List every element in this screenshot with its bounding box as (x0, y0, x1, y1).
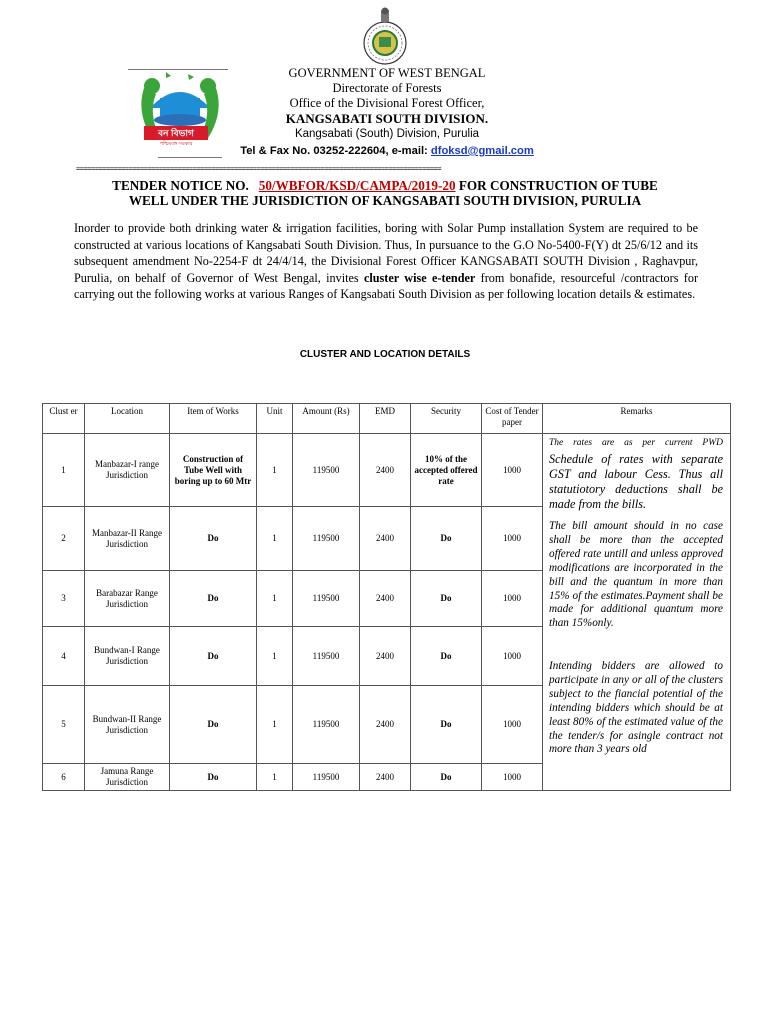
cell-cost: 1000 (482, 764, 543, 791)
cell-emd: 2400 (360, 434, 411, 507)
remarks-rates-line: The rates are as per current PWD (549, 438, 723, 448)
cell-location: Barabazar Range Jurisdiction (85, 571, 170, 627)
tender-suffix: FOR CONSTRUCTION OF TUBE (455, 178, 658, 193)
header-cost: Cost of Tender paper (482, 404, 543, 434)
header-division: KANGSABATI SOUTH DIVISION. (285, 111, 489, 126)
cell-emd: 2400 (360, 507, 411, 571)
tender-title-line2: WELL UNDER THE JURISDICTION OF KANGSABATI SOUTH DIVISION, PURULIA (128, 193, 642, 208)
separator-line: ================================================================================================= (76, 165, 442, 173)
remarks-bill-amount: The bill amount should in no case shall be more than the accepted offered rate untill and unless approved modifications are incorporated in the bill and the quantum in more than 15% of the estimates.Payment shall be made for additional quantum more than 15%only. (549, 520, 723, 630)
tender-number: 50/WBFOR/KSD/CAMPA/2019-20 (258, 178, 456, 193)
cell-unit: 1 (257, 627, 293, 686)
cell-cost: 1000 (482, 686, 543, 764)
cell-unit: 1 (257, 686, 293, 764)
header-contact (0, 145, 770, 157)
cell-unit: 1 (257, 764, 293, 791)
cell-emd: 2400 (360, 686, 411, 764)
cell-item: Do (170, 571, 257, 627)
cell-security: Do (411, 627, 482, 686)
cell-amount: 119500 (293, 507, 360, 571)
cell-unit: 1 (257, 507, 293, 571)
cell-cost: 1000 (482, 507, 543, 571)
cell-item: Construction of Tube Well with boring up to 60 Mtr (170, 434, 257, 507)
cell-security: Do (411, 764, 482, 791)
cell-location: Bundwan-I Range Jurisdiction (85, 627, 170, 686)
tender-title-line1 (60, 178, 710, 193)
cluster-title: CLUSTER AND LOCATION DETAILS (299, 349, 471, 360)
cell-cluster: 2 (43, 507, 85, 571)
cell-location: Bundwan-II Range Jurisdiction (85, 686, 170, 764)
cell-cost: 1000 (482, 571, 543, 627)
cell-cluster: 3 (43, 571, 85, 627)
cell-location: Jamuna Range Jurisdiction (85, 764, 170, 791)
cell-item: Do (170, 627, 257, 686)
cell-cluster: 5 (43, 686, 85, 764)
cell-item: Do (170, 686, 257, 764)
cell-amount: 119500 (293, 764, 360, 791)
cell-emd: 2400 (360, 627, 411, 686)
header-directorate: Directorate of Forests (332, 81, 442, 95)
remarks-intending-bidders: Intending bidders are allowed to participate in any or all of the clusters subject to the fiancial potential of the intending bidders which should be at least 80% of the estimated value of the the tender/s for asingle contract not more than 3 years old (549, 660, 723, 756)
table-header-row (43, 404, 731, 434)
tender-prefix: TENDER NOTICE NO. (112, 178, 249, 193)
cell-unit: 1 (257, 434, 293, 507)
header-amount: Amount (Rs) (293, 404, 360, 434)
logo-bottom-rule (158, 157, 222, 158)
header-cluster: Clust er (43, 404, 85, 434)
cell-cluster: 4 (43, 627, 85, 686)
cell-security: 10% of the accepted offered rate (411, 434, 482, 507)
cell-amount: 119500 (293, 686, 360, 764)
header-govt: GOVERNMENT OF WEST BENGAL (288, 66, 486, 80)
cell-cluster: 1 (43, 434, 85, 507)
header-location: Location (85, 404, 170, 434)
header-office: Office of the Divisional Forest Officer, (289, 96, 485, 110)
cell-location: Manbazar-I range Jurisdiction (85, 434, 170, 507)
logo-text-main: বন বিভাগ (144, 126, 208, 140)
cell-security: Do (411, 686, 482, 764)
cell-item: Do (170, 507, 257, 571)
logo-text-sub: পশ্চিমবঙ্গ সরকার (159, 141, 193, 147)
cell-emd: 2400 (360, 764, 411, 791)
west-bengal-emblem (350, 6, 420, 66)
cell-amount: 119500 (293, 627, 360, 686)
cell-amount: 119500 (293, 434, 360, 507)
cell-cost: 1000 (482, 434, 543, 507)
paragraph-text-2: from bonafide, resourceful /contractors for carrying out the following works at various Ranges of Kangsabati South Division as per following location details & estimates. (74, 270, 698, 301)
paragraph-text-1: Inorder to provide both drinking water & irrigation facilities, boring with Solar Pump installation System are required to be constructed at various locations of Kangsabati South Division. Thus, In pursuance to the G.O No-5400-F(Y) dt 25/6/12 and its subsequent amendment No-2254-F dt 24/4/14, the Divisional Forest Officer KANGSABATI SOUTH Division , Raghavpur, Purulia, on behalf of Governor of West Bengal, invites (74, 221, 698, 285)
header-address: Kangsabati (South) Division, Purulia (294, 128, 480, 140)
cell-unit: 1 (257, 571, 293, 627)
cell-location: Manbazar-II Range Jurisdiction (85, 507, 170, 571)
intro-paragraph (74, 220, 698, 303)
remarks-schedule: Schedule of rates with separate GST and labour Cess. Thus all statutiotory deductions shall be made from the bills. (549, 452, 723, 511)
header-remarks: Remarks (543, 404, 731, 434)
contact-text: Tel & Fax No. 03252-222604, e-mail: (240, 145, 431, 157)
email-link[interactable]: dfoksd@gmail.com (430, 145, 534, 157)
cell-security: Do (411, 571, 482, 627)
header-item: Item of Works (170, 404, 257, 434)
paragraph-bold: cluster wise e-tender (363, 270, 476, 285)
cell-cost: 1000 (482, 627, 543, 686)
header-unit: Unit (257, 404, 293, 434)
cell-emd: 2400 (360, 571, 411, 627)
cell-cluster: 6 (43, 764, 85, 791)
header-security: Security (411, 404, 482, 434)
cell-amount: 119500 (293, 571, 360, 627)
header-emd: EMD (360, 404, 411, 434)
cell-security: Do (411, 507, 482, 571)
cell-item: Do (170, 764, 257, 791)
